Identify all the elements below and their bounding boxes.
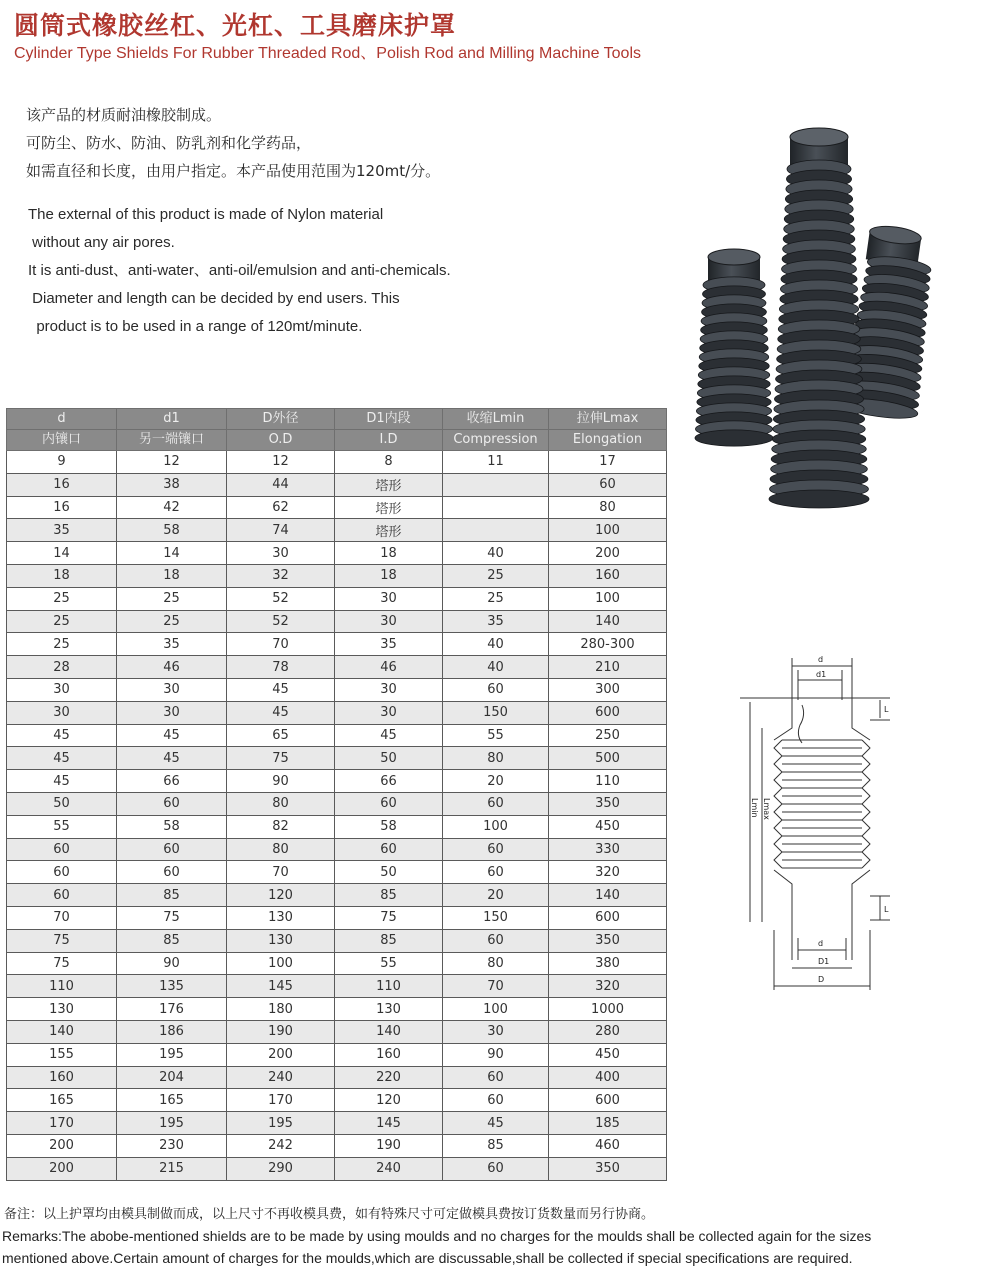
intro-cn-line: 如需直径和长度，由用户指定。本产品使用范围为120mt/分。	[26, 162, 441, 180]
table-cell: 45	[117, 724, 227, 747]
table-cell: 11	[443, 451, 549, 474]
dimension-diagram	[730, 650, 940, 1000]
table-cell: 60	[443, 929, 549, 952]
table-cell: 60	[335, 792, 443, 815]
col-header-lmax: 拉伸Lmax	[549, 409, 667, 430]
table-cell: 165	[7, 1089, 117, 1112]
table-row	[7, 1043, 667, 1066]
table-cell: 40	[443, 656, 549, 679]
table-cell: 55	[7, 815, 117, 838]
table-cell: 46	[117, 656, 227, 679]
table-cell: 176	[117, 998, 227, 1021]
table-cell: 110	[7, 975, 117, 998]
table-cell: 204	[117, 1066, 227, 1089]
table-cell: 25	[117, 587, 227, 610]
label-d-top: d	[818, 655, 824, 664]
table-cell: 60	[7, 838, 117, 861]
table-cell: 240	[335, 1157, 443, 1180]
label-l-bottom: L	[884, 905, 889, 914]
table-row	[7, 1134, 667, 1157]
table-cell: 160	[7, 1066, 117, 1089]
table-cell: 100	[227, 952, 335, 975]
table-row	[7, 473, 667, 496]
table-row	[7, 1020, 667, 1043]
col-header-od: D外径	[227, 409, 335, 430]
table-cell: 320	[549, 861, 667, 884]
table-cell: 160	[549, 564, 667, 587]
table-cell: 75	[7, 929, 117, 952]
table-cell: 30	[7, 701, 117, 724]
table-cell: 300	[549, 678, 667, 701]
intro-en-line: without any air pores.	[28, 234, 175, 251]
table-cell: 400	[549, 1066, 667, 1089]
table-header-row	[7, 430, 667, 451]
table-cell: 66	[335, 770, 443, 793]
table-cell: 16	[7, 473, 117, 496]
table-cell: 74	[227, 519, 335, 542]
table-cell: 130	[335, 998, 443, 1021]
table-cell: 66	[117, 770, 227, 793]
table-cell: 35	[443, 610, 549, 633]
intro-en-line: product is to be used in a range of 120mt/minute.	[28, 318, 363, 335]
table-cell: 20	[443, 770, 549, 793]
table-cell: 60	[443, 678, 549, 701]
table-row	[7, 1112, 667, 1135]
table-cell: 130	[7, 998, 117, 1021]
table-cell: 600	[549, 906, 667, 929]
table-row	[7, 1089, 667, 1112]
table-cell: 280	[549, 1020, 667, 1043]
table-cell: 350	[549, 1157, 667, 1180]
table-cell: 45	[227, 678, 335, 701]
table-cell: 70	[227, 861, 335, 884]
pleat-edge	[862, 740, 870, 868]
table-cell: 450	[549, 1043, 667, 1066]
table-cell: 42	[117, 496, 227, 519]
table-cell: 58	[117, 815, 227, 838]
table-cell: 78	[227, 656, 335, 679]
intro-en-line: It is anti-dust、anti-water、anti-oil/emulsion and anti-chemicals.	[28, 262, 451, 279]
table-cell: 60	[443, 1066, 549, 1089]
table-cell: 30	[117, 678, 227, 701]
table-cell: 14	[7, 542, 117, 565]
table-cell: 75	[227, 747, 335, 770]
table-cell: 20	[443, 884, 549, 907]
table-cell: 200	[227, 1043, 335, 1066]
remarks-en	[2, 1225, 992, 1269]
table-cell: 140	[549, 884, 667, 907]
table-cell: 55	[443, 724, 549, 747]
label-D-bottom: D	[818, 975, 825, 984]
table-cell: 14	[117, 542, 227, 565]
table-cell: 100	[549, 587, 667, 610]
table-cell: 60	[117, 838, 227, 861]
table-cell	[443, 519, 549, 542]
table-cell: 塔形	[335, 473, 443, 496]
table-row	[7, 633, 667, 656]
table-cell: 75	[117, 906, 227, 929]
table-cell: 250	[549, 724, 667, 747]
table-cell: 150	[443, 906, 549, 929]
table-cell: 70	[443, 975, 549, 998]
table-cell: 塔形	[335, 496, 443, 519]
table-cell: 80	[443, 952, 549, 975]
table-cell: 90	[227, 770, 335, 793]
page-title-cn: 圆筒式橡胶丝杠、光杠、工具磨床护罩	[14, 11, 457, 40]
table-cell: 44	[227, 473, 335, 496]
table-cell: 110	[549, 770, 667, 793]
table-cell: 30	[443, 1020, 549, 1043]
label-d-bottom: d	[818, 939, 824, 948]
table-cell: 25	[7, 633, 117, 656]
intro-cn-line: 可防尘、防水、防油、防乳剂和化学药品，	[26, 134, 312, 152]
label-lmax: Lmax	[762, 798, 771, 820]
table-cell: 80	[549, 496, 667, 519]
table-row	[7, 542, 667, 565]
intro-cn-line: 该产品的材质耐油橡胶制成。	[26, 106, 222, 124]
table-cell: 18	[335, 564, 443, 587]
pleat-edge	[774, 740, 782, 868]
table-cell: 195	[117, 1112, 227, 1135]
table-cell: 600	[549, 1089, 667, 1112]
table-cell: 190	[335, 1134, 443, 1157]
table-row	[7, 884, 667, 907]
table-row	[7, 701, 667, 724]
table-cell: 135	[117, 975, 227, 998]
remarks-en-line: Remarks:The abobe-mentioned shields are to be made by using moulds and no charges for the moulds shall be collected again for the sizes	[2, 1228, 872, 1244]
col-subheader-lmax: Elongation	[549, 430, 667, 451]
table-row	[7, 610, 667, 633]
table-cell: 320	[549, 975, 667, 998]
remarks-cn: 备注：以上护罩均由模具制做而成，以上尺寸不再收模具费，如有特殊尺寸可定做模具费按订货数量而另行协商。	[4, 1207, 655, 1222]
table-cell	[443, 496, 549, 519]
table-cell: 290	[227, 1157, 335, 1180]
table-row	[7, 724, 667, 747]
table-cell: 8	[335, 451, 443, 474]
table-cell: 75	[7, 952, 117, 975]
table-cell: 12	[117, 451, 227, 474]
page-title-en: Cylinder Type Shields For Rubber Threaded Rod、Polish Rod and Milling Machine Tools	[14, 45, 641, 62]
table-cell: 195	[117, 1043, 227, 1066]
table-cell: 85	[117, 884, 227, 907]
table-cell: 50	[7, 792, 117, 815]
table-cell: 50	[335, 861, 443, 884]
table-cell: 25	[443, 587, 549, 610]
table-cell: 28	[7, 656, 117, 679]
table-row	[7, 952, 667, 975]
table-cell: 600	[549, 701, 667, 724]
table-cell: 60	[443, 792, 549, 815]
spec-table	[6, 408, 667, 1181]
table-cell: 500	[549, 747, 667, 770]
table-cell: 60	[7, 861, 117, 884]
table-cell: 30	[227, 542, 335, 565]
table-cell: 60	[443, 861, 549, 884]
table-cell: 60	[7, 884, 117, 907]
table-cell: 85	[117, 929, 227, 952]
table-cell: 32	[227, 564, 335, 587]
table-row	[7, 747, 667, 770]
table-row	[7, 998, 667, 1021]
table-cell: 85	[335, 884, 443, 907]
table-cell: 120	[227, 884, 335, 907]
label-lmin: Lmin	[750, 798, 759, 818]
table-cell: 145	[227, 975, 335, 998]
col-subheader-od: O.D	[227, 430, 335, 451]
table-cell: 140	[549, 610, 667, 633]
table-cell: 45	[7, 747, 117, 770]
table-cell: 75	[335, 906, 443, 929]
col-subheader-id: I.D	[335, 430, 443, 451]
table-cell: 280-300	[549, 633, 667, 656]
intro-en-line: Diameter and length can be decided by end users. This	[28, 290, 400, 307]
table-cell: 100	[443, 815, 549, 838]
table-cell: 18	[335, 542, 443, 565]
table-cell: 60	[443, 1089, 549, 1112]
table-cell: 242	[227, 1134, 335, 1157]
table-cell: 110	[335, 975, 443, 998]
table-cell: 16	[7, 496, 117, 519]
spec-table-body	[7, 451, 667, 1181]
table-cell: 155	[7, 1043, 117, 1066]
table-cell: 1000	[549, 998, 667, 1021]
table-row	[7, 451, 667, 474]
table-cell: 150	[443, 701, 549, 724]
table-cell: 170	[227, 1089, 335, 1112]
table-cell: 65	[227, 724, 335, 747]
table-cell: 230	[117, 1134, 227, 1157]
table-cell: 45	[7, 724, 117, 747]
table-cell: 170	[7, 1112, 117, 1135]
table-row	[7, 929, 667, 952]
table-cell: 70	[7, 906, 117, 929]
table-cell: 9	[7, 451, 117, 474]
table-row	[7, 815, 667, 838]
table-cell: 17	[549, 451, 667, 474]
table-cell: 80	[227, 838, 335, 861]
table-cell: 330	[549, 838, 667, 861]
product-photo	[680, 125, 980, 535]
table-cell: 145	[335, 1112, 443, 1135]
table-cell: 30	[335, 678, 443, 701]
table-cell: 200	[549, 542, 667, 565]
table-row	[7, 519, 667, 542]
bellows-left	[695, 249, 773, 446]
table-cell: 25	[117, 610, 227, 633]
intro-en-line: The external of this product is made of Nylon material	[28, 206, 384, 223]
table-cell: 60	[443, 838, 549, 861]
table-row	[7, 496, 667, 519]
bellows-pleats	[774, 740, 870, 868]
table-cell: 80	[227, 792, 335, 815]
table-cell: 165	[117, 1089, 227, 1112]
table-cell: 200	[7, 1134, 117, 1157]
table-cell: 186	[117, 1020, 227, 1043]
table-cell: 38	[117, 473, 227, 496]
table-cell: 60	[117, 861, 227, 884]
table-cell: 450	[549, 815, 667, 838]
table-cell: 90	[443, 1043, 549, 1066]
table-cell: 195	[227, 1112, 335, 1135]
intro-cn	[26, 101, 440, 185]
table-cell: 40	[443, 633, 549, 656]
table-cell: 52	[227, 587, 335, 610]
table-cell	[443, 473, 549, 496]
table-cell: 130	[227, 929, 335, 952]
table-cell: 30	[117, 701, 227, 724]
col-header-id: D1内段	[335, 409, 443, 430]
table-cell: 45	[7, 770, 117, 793]
table-cell: 35	[335, 633, 443, 656]
table-cell: 30	[335, 610, 443, 633]
table-cell: 35	[7, 519, 117, 542]
table-cell: 58	[117, 519, 227, 542]
table-cell: 12	[227, 451, 335, 474]
table-cell: 180	[227, 998, 335, 1021]
table-row	[7, 861, 667, 884]
label-d1-top: d1	[816, 670, 827, 679]
table-cell: 85	[335, 929, 443, 952]
table-cell: 25	[7, 587, 117, 610]
table-cell: 130	[227, 906, 335, 929]
table-cell: 60	[549, 473, 667, 496]
table-cell: 100	[549, 519, 667, 542]
table-row	[7, 770, 667, 793]
col-subheader-d: 内镶口	[7, 430, 117, 451]
table-cell: 30	[335, 587, 443, 610]
table-cell: 120	[335, 1089, 443, 1112]
table-cell: 85	[443, 1134, 549, 1157]
table-cell: 185	[549, 1112, 667, 1135]
table-cell: 18	[7, 564, 117, 587]
table-cell: 100	[443, 998, 549, 1021]
table-cell: 220	[335, 1066, 443, 1089]
col-subheader-d1: 另一端镶口	[117, 430, 227, 451]
table-cell: 350	[549, 929, 667, 952]
label-D1-bottom: D1	[818, 957, 830, 966]
table-cell: 50	[335, 747, 443, 770]
table-row	[7, 656, 667, 679]
table-cell: 190	[227, 1020, 335, 1043]
table-cell: 45	[227, 701, 335, 724]
table-row	[7, 1157, 667, 1180]
table-cell: 45	[117, 747, 227, 770]
table-cell: 62	[227, 496, 335, 519]
table-cell: 塔形	[335, 519, 443, 542]
label-l-top: L	[884, 705, 889, 714]
col-subheader-lmin: Compression	[443, 430, 549, 451]
table-cell: 215	[117, 1157, 227, 1180]
table-cell: 200	[7, 1157, 117, 1180]
table-row	[7, 1066, 667, 1089]
table-header-row	[7, 409, 667, 430]
table-cell: 80	[443, 747, 549, 770]
table-cell: 40	[443, 542, 549, 565]
intro-en	[28, 201, 451, 341]
bellows-fold	[769, 490, 869, 508]
table-cell: 52	[227, 610, 335, 633]
table-row	[7, 678, 667, 701]
table-cell: 25	[7, 610, 117, 633]
table-cell: 82	[227, 815, 335, 838]
col-header-d: d	[7, 409, 117, 430]
table-cell: 140	[7, 1020, 117, 1043]
table-row	[7, 906, 667, 929]
table-cell: 58	[335, 815, 443, 838]
table-cell: 46	[335, 656, 443, 679]
remarks-en-line: mentioned above.Certain amount of charges for the moulds,which are discussable,shall be collected if special specifications are required.	[2, 1250, 853, 1266]
bellows-fold	[695, 430, 773, 446]
table-row	[7, 792, 667, 815]
table-cell: 140	[335, 1020, 443, 1043]
col-header-lmin: 收缩Lmin	[443, 409, 549, 430]
table-row	[7, 838, 667, 861]
table-cell: 35	[117, 633, 227, 656]
table-cell: 45	[443, 1112, 549, 1135]
table-row	[7, 564, 667, 587]
table-cell: 60	[117, 792, 227, 815]
table-cell: 380	[549, 952, 667, 975]
table-cell: 240	[227, 1066, 335, 1089]
table-cell: 55	[335, 952, 443, 975]
table-cell: 90	[117, 952, 227, 975]
table-cell: 210	[549, 656, 667, 679]
table-cell: 18	[117, 564, 227, 587]
table-cell: 460	[549, 1134, 667, 1157]
table-cell: 45	[335, 724, 443, 747]
table-cell: 60	[335, 838, 443, 861]
col-header-d1: d1	[117, 409, 227, 430]
table-cell: 30	[335, 701, 443, 724]
table-cell: 60	[443, 1157, 549, 1180]
table-row	[7, 587, 667, 610]
table-cell: 160	[335, 1043, 443, 1066]
bellows-center	[769, 128, 869, 508]
table-cell: 350	[549, 792, 667, 815]
table-cell: 25	[443, 564, 549, 587]
table-row	[7, 975, 667, 998]
table-cell: 30	[7, 678, 117, 701]
table-cell: 70	[227, 633, 335, 656]
